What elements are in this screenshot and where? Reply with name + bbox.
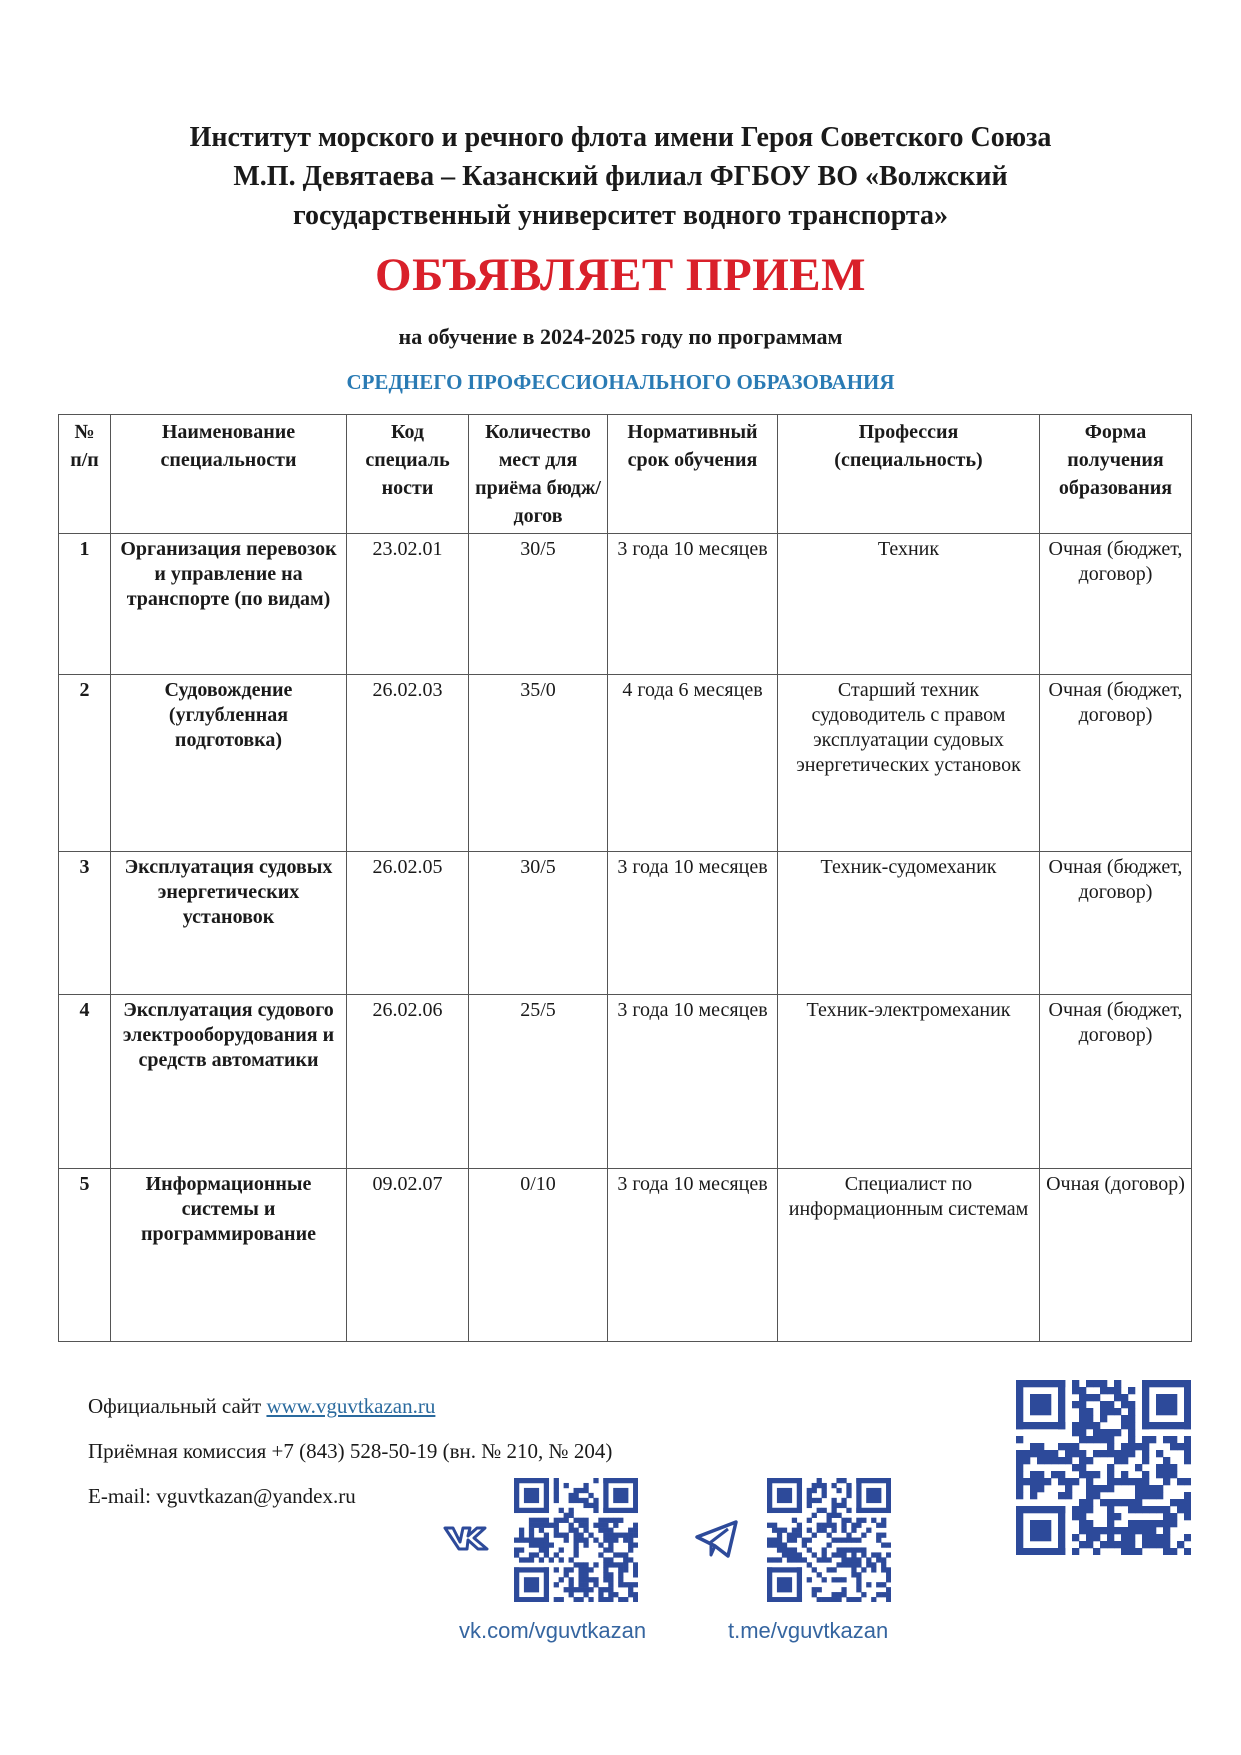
row-duration: 3 года 10 месяцев bbox=[608, 852, 778, 995]
telegram-icon[interactable] bbox=[694, 1518, 740, 1565]
row-name: Эксплуатация судового электрооборудования и средств автоматики bbox=[111, 995, 347, 1169]
row-name: Эксплуатация судовых энергетических установок bbox=[111, 852, 347, 995]
row-form: Очная (бюджет, договор) bbox=[1040, 852, 1192, 995]
table-row bbox=[59, 852, 1192, 995]
col-header-form: Форма получения образования bbox=[1040, 415, 1192, 534]
table-row bbox=[59, 1169, 1192, 1342]
header-line-2: М.П. Девятаева – Казанский филиал ФГБОУ ВО «Волжский bbox=[233, 161, 1008, 192]
telegram-qr-code bbox=[767, 1478, 891, 1602]
row-places: 30/5 bbox=[469, 534, 608, 675]
row-form: Очная (бюджет, договор) bbox=[1040, 995, 1192, 1169]
phone-line: Приёмная комиссия +7 (843) 528-50-19 (вн. № 210, № 204) bbox=[88, 1439, 613, 1463]
row-form: Очная (бюджет, договор) bbox=[1040, 534, 1192, 675]
website-line bbox=[88, 1384, 612, 1429]
col-header-places: Количество мест для приёма бюдж/догов bbox=[469, 415, 608, 534]
row-duration: 3 года 10 месяцев bbox=[608, 995, 778, 1169]
email-line: E-mail: vguvtkazan@yandex.ru bbox=[88, 1484, 356, 1508]
row-duration: 3 года 10 месяцев bbox=[608, 1169, 778, 1342]
row-num: 5 bbox=[59, 1169, 111, 1342]
row-profession: Специалист по информационным системам bbox=[778, 1169, 1040, 1342]
col-header-name: Наименование специальности bbox=[111, 415, 347, 534]
col-header-profession: Профессия (специальность) bbox=[778, 415, 1040, 534]
institute-header bbox=[0, 118, 1241, 235]
col-header-num: № п/п bbox=[59, 415, 111, 534]
row-profession: Техник-судомеханик bbox=[778, 852, 1040, 995]
table-row bbox=[59, 534, 1192, 675]
admission-subtitle: на обучение в 2024-2025 году по программам bbox=[398, 324, 843, 349]
row-profession: Техник bbox=[778, 534, 1040, 675]
row-num: 4 bbox=[59, 995, 111, 1169]
row-name: Судовождение (углубленная подготовка) bbox=[111, 675, 347, 852]
telegram-link[interactable]: t.me/vguvtkazan bbox=[728, 1618, 889, 1643]
row-name: Информационные системы и программирование bbox=[111, 1169, 347, 1342]
row-form: Очная (бюджет, договор) bbox=[1040, 675, 1192, 852]
row-profession: Техник-электромеханик bbox=[778, 995, 1040, 1169]
programs-table bbox=[58, 414, 1192, 1342]
header-line-3: государственный университет водного транспорта» bbox=[292, 200, 949, 231]
row-places: 30/5 bbox=[469, 852, 608, 995]
admission-headline: ОБЪЯВЛЯЕТ ПРИЕМ bbox=[375, 249, 866, 301]
vk-link[interactable]: vk.com/vguvtkazan bbox=[459, 1618, 647, 1643]
website-qr-code bbox=[1016, 1380, 1191, 1555]
row-num: 1 bbox=[59, 534, 111, 675]
row-num: 2 bbox=[59, 675, 111, 852]
col-header-duration: Нормативный срок обучения bbox=[608, 415, 778, 534]
row-profession: Старший техник судоводитель с правом эксплуатации судовых энергетических установок bbox=[778, 675, 1040, 852]
row-code: 23.02.01 bbox=[347, 534, 469, 675]
table-header-row bbox=[59, 415, 1192, 534]
vk-qr-code bbox=[514, 1478, 638, 1602]
row-duration: 4 года 6 месяцев bbox=[608, 675, 778, 852]
website-label: Официальный сайт bbox=[88, 1394, 262, 1418]
row-places: 35/0 bbox=[469, 675, 608, 852]
row-code: 09.02.07 bbox=[347, 1169, 469, 1342]
education-category: СРЕДНЕГО ПРОФЕССИОНАЛЬНОГО ОБРАЗОВАНИЯ bbox=[346, 370, 895, 394]
row-form: Очная (договор) bbox=[1040, 1169, 1192, 1342]
row-num: 3 bbox=[59, 852, 111, 995]
header-line-1: Институт морского и речного флота имени Героя Советского Союза bbox=[189, 122, 1052, 153]
row-name: Организация перевозок и управление на транспорте (по видам) bbox=[111, 534, 347, 675]
row-code: 26.02.06 bbox=[347, 995, 469, 1169]
col-header-code: Код специаль ности bbox=[347, 415, 469, 534]
website-link[interactable]: www.vguvtkazan.ru bbox=[266, 1394, 436, 1418]
vk-icon[interactable] bbox=[443, 1522, 489, 1557]
row-places: 0/10 bbox=[469, 1169, 608, 1342]
row-code: 26.02.05 bbox=[347, 852, 469, 995]
row-code: 26.02.03 bbox=[347, 675, 469, 852]
row-places: 25/5 bbox=[469, 995, 608, 1169]
table-row bbox=[59, 995, 1192, 1169]
table-row bbox=[59, 675, 1192, 852]
row-duration: 3 года 10 месяцев bbox=[608, 534, 778, 675]
